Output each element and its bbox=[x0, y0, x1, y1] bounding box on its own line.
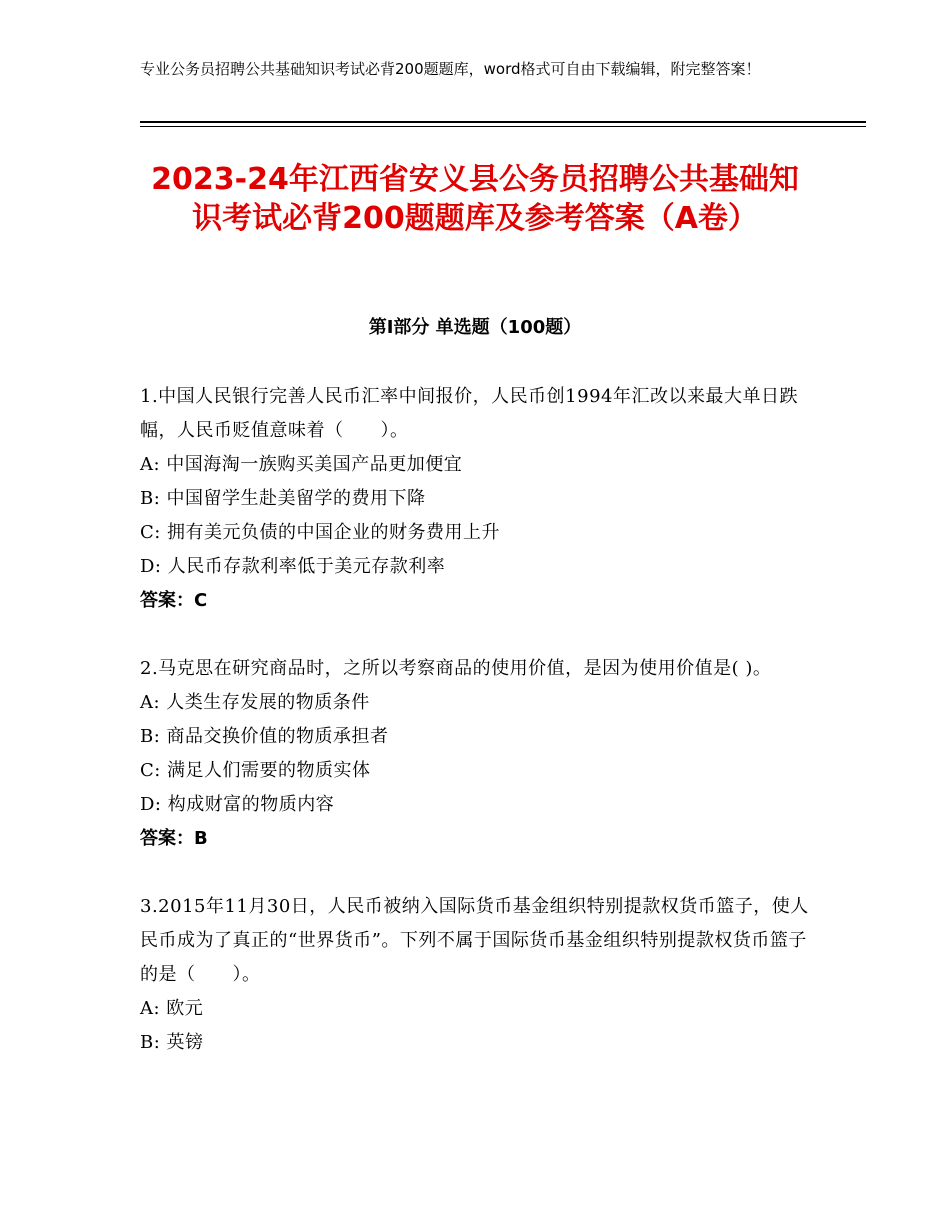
option-a: A: 人类生存发展的物质条件 bbox=[140, 692, 370, 713]
option-b: B: 中国留学生赴美留学的费用下降 bbox=[140, 488, 426, 509]
option-a: A: 欧元 bbox=[140, 998, 204, 1019]
answer: 答案：B bbox=[140, 828, 208, 849]
option-b: B: 商品交换价值的物质承担者 bbox=[140, 726, 389, 747]
header-note: 专业公务员招聘公共基础知识考试必背200题题库，word格式可自由下载编辑，附完整答案！ bbox=[140, 60, 761, 78]
header-divider-thin bbox=[140, 126, 866, 127]
header-divider-thick bbox=[140, 121, 866, 123]
question-stem: 1.中国人民银行完善人民币汇率中间报价，人民币创1994年汇改以来最大单日跌幅，人民币贬值意味着（ ）。 bbox=[140, 386, 798, 441]
option-c: C: 满足人们需要的物质实体 bbox=[140, 760, 371, 781]
option-d: D: 构成财富的物质内容 bbox=[140, 794, 335, 815]
question-3 bbox=[140, 890, 810, 1060]
section-title: 第Ⅰ部分 单选题（100题） bbox=[368, 317, 582, 338]
option-d: D: 人民币存款利率低于美元存款利率 bbox=[140, 556, 446, 577]
question-stem: 2.马克思在研究商品时，之所以考察商品的使用价值，是因为使用价值是( )。 bbox=[140, 658, 772, 679]
question-1 bbox=[140, 380, 810, 618]
document-title: 2023-24年江西省安义县公务员招聘公共基础知识考试必背200题题库及参考答案（A卷） bbox=[151, 162, 799, 236]
question-list bbox=[140, 380, 810, 1094]
option-a: A: 中国海淘一族购买美国产品更加便宜 bbox=[140, 454, 463, 475]
option-b: B: 英镑 bbox=[140, 1032, 204, 1053]
option-c: C: 拥有美元负债的中国企业的财务费用上升 bbox=[140, 522, 501, 543]
question-2 bbox=[140, 652, 810, 856]
answer: 答案：C bbox=[140, 590, 208, 611]
question-stem: 3.2015年11月30日，人民币被纳入国际货币基金组织特别提款权货币篮子，使人民币成为了真正的“世界货币”。下列不属于国际货币基金组织特别提款权货币篮子的是（ ）。 bbox=[140, 896, 809, 985]
